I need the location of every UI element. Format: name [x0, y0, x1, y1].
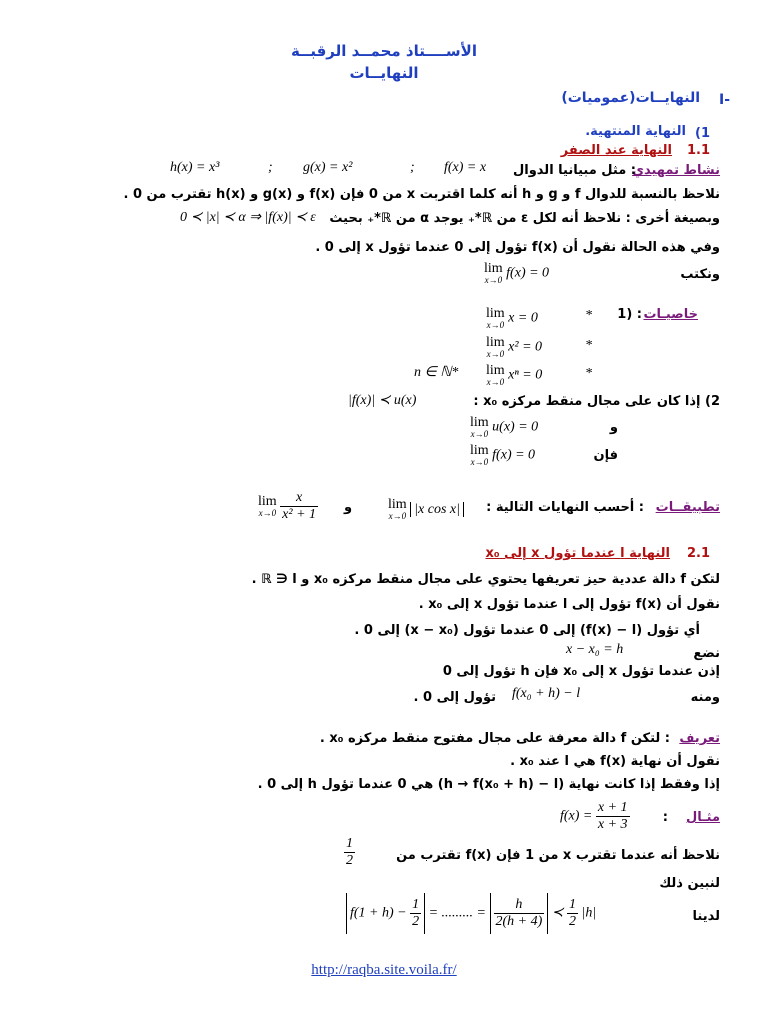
lim-sub: x→0 — [470, 429, 489, 439]
example-numerator: x + 1 — [597, 800, 628, 815]
sub21-line-4-label: نضع — [693, 646, 720, 661]
prop-limit-3 — [486, 364, 542, 387]
half-numerator: 1 — [346, 836, 353, 851]
comp-dots: = ......... = — [428, 905, 487, 921]
and-word: و — [609, 420, 618, 435]
function-f: f(x) = x — [444, 160, 487, 175]
prop-star-2: * — [585, 338, 592, 353]
definition-line-2: نقول أن نهاية f(x) هي l عند x₀ . — [510, 754, 720, 769]
comp-h-n: h — [494, 897, 545, 914]
sub11-title: النهاية عند الصفر — [560, 143, 672, 158]
observe-line-2-text: وبصيغة أخرى : نلاحظ أنه لكل ε من ℝ*₊ يوجد α من ℝ*₊ بحيث — [329, 211, 720, 226]
sub1-title: النهاية المنتهية. — [585, 124, 686, 139]
f-limit-expr: f(x) = 0 — [492, 447, 536, 463]
activity-label: نشاط تمهيدي — [632, 163, 720, 178]
comp-h-d: 2(h + 4) — [495, 914, 543, 929]
sep-2: ; — [268, 160, 273, 175]
prop-item-2: x² = 0 — [508, 339, 543, 355]
abs-xcosx: |x cos x| — [410, 502, 464, 517]
half-denominator: 2 — [346, 853, 353, 868]
lim-word: lim — [486, 335, 505, 350]
example-line-2: لنبين ذلك — [659, 876, 720, 891]
u-limit — [470, 416, 538, 439]
section-title: النهايــات(عموميات) — [561, 90, 700, 106]
prop-limit-2 — [486, 336, 542, 359]
properties-number: : (1 — [617, 307, 642, 322]
sub21-line-5: إذن عندما تؤول x إلى x₀ فإن h تؤول إلى 0 — [442, 664, 720, 679]
observe-line-2-math: 0 ≺ |x| ≺ α ⇒ |f(x)| ≺ ε — [180, 210, 316, 225]
application-limit-2 — [258, 490, 318, 523]
lim-sub: x→0 — [388, 511, 407, 521]
sub21-line-2: نقول أن f(x) تؤول إلى l عندما تؤول x إلى x₀ . — [418, 597, 720, 612]
sub21-line-4-math: x − x₀ = h — [566, 642, 624, 657]
lim-word: lim — [388, 497, 407, 512]
then-word: فإن — [593, 448, 618, 463]
example-colon: : — [662, 810, 668, 825]
n-condition: n ∈ ℕ* — [414, 365, 459, 380]
sub21-title: النهاية l عندما تؤول x إلى x₀ — [485, 546, 670, 561]
observe-line-4: ونكتب — [680, 267, 720, 282]
prop-item-1: x = 0 — [508, 310, 538, 326]
comp-half2-d: 2 — [569, 914, 577, 929]
sep-1: ; — [410, 160, 415, 175]
lim-sub: x→0 — [486, 377, 505, 387]
lim-word: lim — [486, 363, 505, 378]
example-half — [344, 836, 355, 869]
lim-word: lim — [470, 415, 489, 430]
example-line-1: نلاحظ أنه عندما تقترب x من 1 فإن f(x) تقترب من — [396, 848, 720, 863]
function-g: g(x) = x² — [303, 160, 353, 175]
lim-sub: x→0 — [486, 349, 505, 359]
chapter-title: النهايــات — [349, 64, 419, 82]
lim-word: lim — [258, 494, 277, 509]
observe-line-1: نلاحظ بالنسبة للدوال f و g و h أنه كلما اقتربت x من 0 فإن f(x) و g(x) و h(x) تقترب من 0 . — [123, 187, 720, 202]
example-label: مثـال — [686, 810, 720, 825]
applications-and: و — [344, 500, 353, 515]
prop-limit-1 — [486, 307, 538, 330]
activity-text: : مثل مبيانيا الدوال — [512, 163, 636, 178]
function-h: h(x) = x³ — [170, 160, 220, 175]
applications-text: : أحسب النهايات التالية : — [486, 500, 644, 515]
author-title: الأســــتاذ محمــد الرقبــة — [291, 42, 477, 60]
sub11-number: 1.1 — [686, 143, 710, 158]
u-limit-expr: u(x) = 0 — [492, 419, 539, 435]
example-function — [560, 800, 630, 833]
lim-word: lim — [470, 443, 489, 458]
lim-expr: f(x) = 0 — [506, 265, 550, 281]
example-computation — [346, 893, 596, 934]
application-limit-1 — [388, 498, 464, 521]
frac-numerator: x — [280, 490, 318, 507]
footer-url[interactable]: http://raqba.site.voila.fr/ — [311, 962, 457, 978]
applications-label: تطبيقــات — [655, 500, 720, 515]
example-denominator: x + 3 — [597, 817, 628, 832]
comp-f1h: f(1 + h) − — [350, 905, 407, 921]
lim-word: lim — [486, 306, 505, 321]
sub21-line-3: أي تؤول (f(x) − l) إلى 0 عندما تؤول (x − x₀) إلى 0 . — [354, 623, 700, 638]
sub1-number: 1) — [695, 126, 710, 141]
definition-line-3: إذا وفقط إذا كانت نهاية (h → f(x₀ + h) − l) هي 0 عندما تؤول h إلى 0 . — [257, 777, 720, 792]
sub21-line-6-label: ومنه — [690, 690, 720, 705]
definition-label: تعريف — [679, 731, 720, 746]
property-2-text: 2) إذا كان على مجال منقط مركزه x₀ : — [473, 394, 720, 409]
lim-sub: x→0 — [470, 457, 489, 467]
example-line-3-label: لدينا — [692, 909, 720, 924]
limit-main — [484, 262, 549, 285]
f-limit — [470, 444, 535, 467]
lim-word: lim — [484, 261, 503, 276]
comp-half2-n: 1 — [569, 897, 577, 912]
comp-half-d: 2 — [412, 914, 420, 929]
comp-less: ≺ — [551, 905, 564, 921]
sub21-line-6-math: f(x₀ + h) − l — [512, 686, 581, 701]
comp-half-n: 1 — [412, 897, 420, 912]
definition-line-1: : لتكن f دالة معرفة على مجال مفتوح منقط مركزه x₀ . — [319, 731, 670, 746]
property-2-inequality: |f(x)| ≺ u(x) — [348, 393, 417, 408]
lim-sub: x→0 — [484, 275, 503, 285]
prop-star-3: * — [585, 366, 592, 381]
section-number: -I — [718, 92, 730, 108]
frac-denominator: x² + 1 — [282, 507, 317, 522]
comp-abs-h: |h| — [581, 905, 597, 921]
prop-star-1: * — [585, 308, 592, 323]
lim-sub: x→0 — [486, 320, 505, 330]
example-fx: f(x) = — [560, 808, 593, 824]
properties-label: خاصيـات — [643, 307, 698, 322]
sub21-number: 2.1 — [686, 546, 710, 561]
prop-item-3: xⁿ = 0 — [508, 367, 543, 383]
observe-line-3: وفي هذه الحالة نقول أن f(x) تؤول إلى 0 عندما تؤول x إلى 0 . — [315, 240, 720, 255]
lim-sub: x→0 — [258, 508, 277, 518]
sub21-line-1: لتكن f دالة عددية حيز تعريفها يحتوي على مجال منقط مركزه x₀ و ℝ ∋ l . — [251, 572, 720, 587]
sub21-line-6-text: تؤول إلى 0 . — [413, 690, 496, 705]
